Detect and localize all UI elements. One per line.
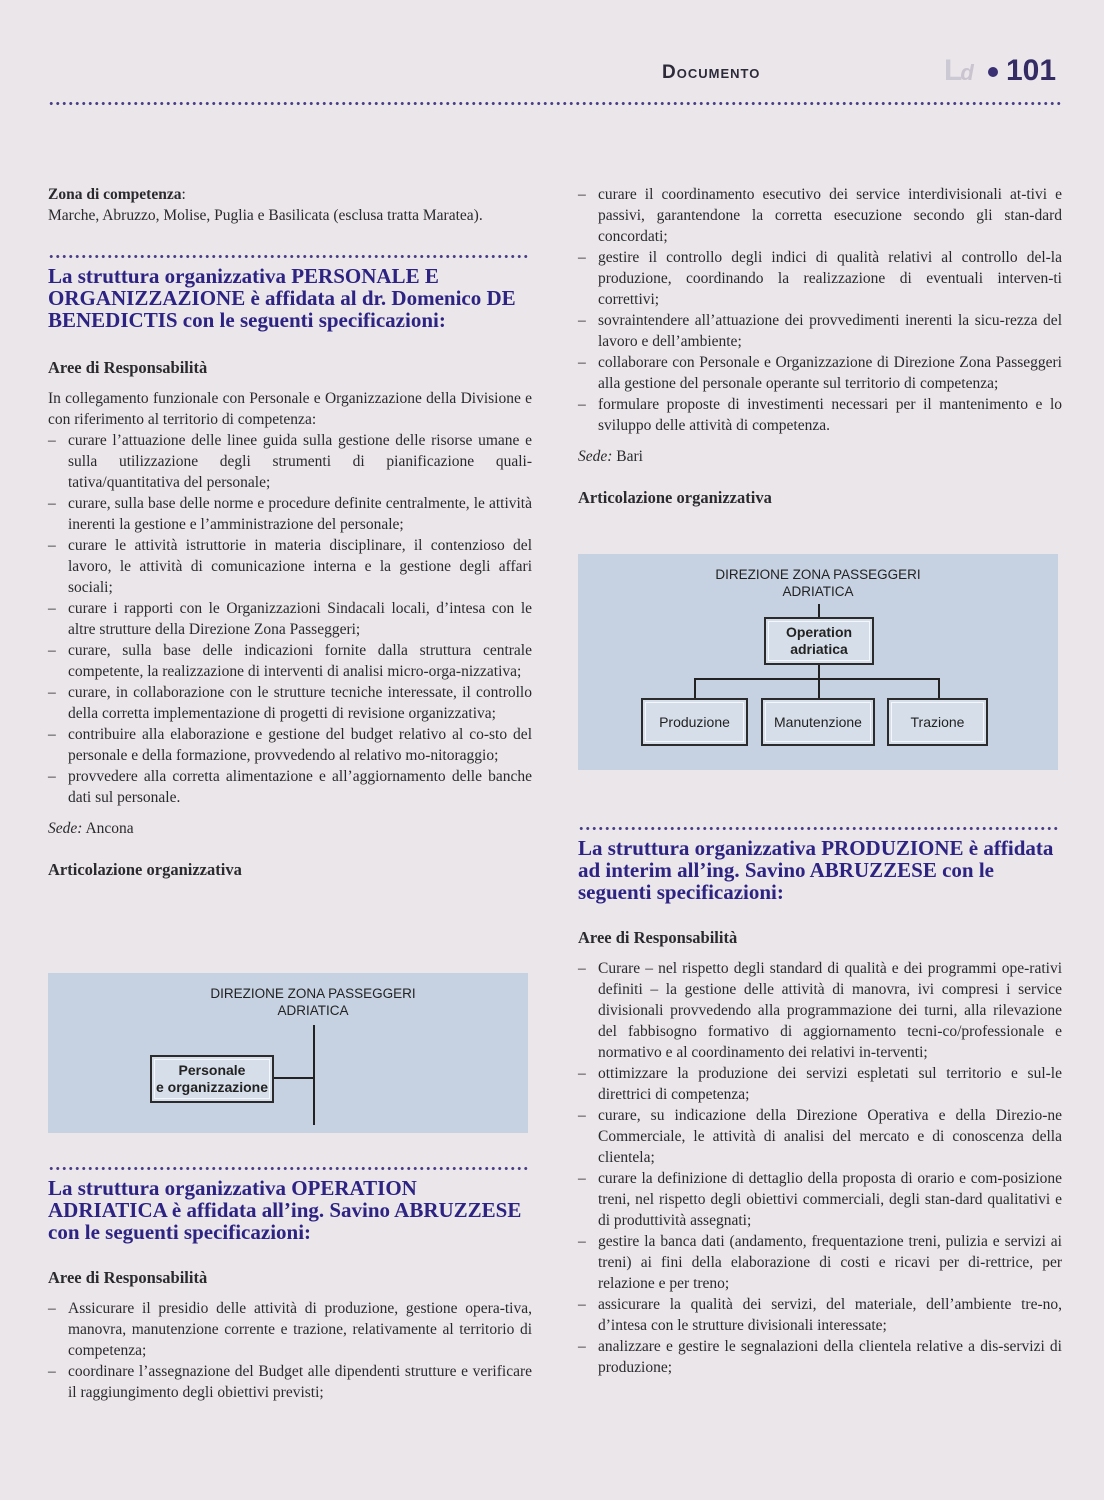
org-connector-vertical [818,678,820,698]
list-item: – sovraintendere all’attuazione dei provvedimenti inerenti la sicu-rezza del lavoro e dell’ambiente; [578,310,1062,352]
org-chart-title-line: DIREZIONE ZONA PASSEGGERI [210,986,416,1001]
zona-text: Marche, Abruzzo, Molise, Puglia e Basilicata (esclusa tratta Maratea). [48,207,483,224]
org-connector-vertical [818,604,820,618]
org-node-personale [150,1055,274,1103]
page-number: 101 [1006,54,1057,87]
sede-label: Sede: [48,820,83,837]
org-node-label: Trazione [910,713,965,730]
personale-intro: In collegamento funzionale con Personale e Organizzazione della Divisione e con riferimento al territorio di competenza: [48,390,532,428]
org-node-produzione [641,698,748,746]
list-item: – gestire la banca dati (andamento, frequentazione treni, pulizia e servizi ai treni) ai fini della elaborazione di costi e ricavi per di-rettrice, per relazione e per treno; [578,1231,1062,1294]
produzione-responsibility-list [578,958,1062,1378]
list-item: – curare, sulla base delle norme e procedure definite centralmente, le attività inerenti la gestione e l’amministrazione del personale; [48,493,532,535]
list-item: – curare la definizione di dettaglio della proposta di orario e com-posizione treni, nel rispetto degli obiettivi commerciali, degli stan-dard qualitativi e di produttività assegnati; [578,1168,1062,1231]
org-chart-title-line: ADRIATICA [782,584,854,599]
org-connector-vertical [818,665,820,679]
right-produzione-section [578,826,1062,1378]
org-connector-horizontal [272,1077,315,1079]
list-item: – gestire il controllo degli indici di qualità relativi al controllo del-la produzione, coordinando la realizzazione di eventuali interven-ti correttivi; [578,247,1062,310]
section-dotted-rule [578,826,1060,831]
operation-articolazione-title: Articolazione organizzativa [578,488,772,507]
left-column [48,184,532,880]
left-operation-section [48,1166,532,1403]
org-connector-vertical [313,1025,315,1125]
list-item: – analizzare e gestire le segnalazioni della clientela relative a dis-servizi di produzione; [578,1336,1062,1378]
list-item: – curare, in collaborazione con le strutture tecniche interessate, il controllo della corretta implementazione di progetti di revisione organizzativa; [48,682,532,724]
personale-articolazione-title: Articolazione organizzativa [48,860,242,879]
list-item: – contribuire alla elaborazione e gestione del budget relativo al co-sto del personale e della formazione, provvedendo al relativo mo-nitoraggio; [48,724,532,766]
produzione-heading: La struttura organizzativa PRODUZIONE è affidata ad interim all’ing. Savino ABRUZZESE con le seguenti specificazioni: [578,836,1054,904]
section-dotted-rule [48,1166,530,1171]
header-section-title: Documento [662,62,761,83]
list-item: – provvedere alla corretta alimentazione e all’aggiornamento delle banche dati sul personale. [48,766,532,808]
list-item: – curare le attività istruttorie in materia disciplinare, il contenzioso del lavoro, le attività di comunicazione interna e la gestione degli affari sociali; [48,535,532,598]
org-node-manutenzione [761,698,875,746]
operation-responsibility-list [48,1298,532,1403]
list-item: – curare i rapporti con le Organizzazioni Sindacali locali, d’intesa con le altre strutture della Direzione Zona Passeggeri; [48,598,532,640]
list-item: – curare, su indicazione della Direzione Operativa e della Direzio-ne Commerciale, le attività di analisi del mercato e di conoscenza della clientela; [578,1105,1062,1168]
org-chart-title-line: ADRIATICA [277,1003,349,1018]
operation-aree-title: Aree di Responsabilità [48,1268,208,1287]
list-item: – collaborare con Personale e Organizzazione di Direzione Zona Passeggeri alla gestione del personale operante sul territorio di competenza; [578,352,1062,394]
header-dotted-rule [48,101,1062,106]
operation-heading: La struttura organizzativa OPERATION ADRIATICA è affidata all’ing. Savino ABRUZZESE con le seguenti specificazioni: [48,1176,522,1244]
org-chart-title [198,985,428,1019]
org-node-label: adriatica [790,641,848,657]
produzione-aree-title: Aree di Responsabilità [578,928,738,947]
org-chart-personale [48,973,528,1133]
operation-responsibility-list-continued [578,184,1062,436]
zona-label: Zona di competenza [48,186,182,203]
logo-sub-letter: d [960,60,972,85]
org-node-label: Operation [785,624,853,640]
personale-heading: La struttura organizzativa PERSONALE E ORGANIZZAZIONE è affidata al dr. Domenico DE BENEDICTIS con le seguenti specificazioni: [48,264,516,332]
logo-letter: L [944,54,961,87]
list-item: – curare, sulla base delle indicazioni fornite dalla struttura centrale competente, la realizzazione di interventi di analisi micro-orga-nizzativa; [48,640,532,682]
header-bullet-dot [988,67,998,77]
personale-responsibility-list [48,430,532,808]
org-node-trazione [887,698,988,746]
sede-value: Bari [616,448,643,465]
org-chart-title [703,566,933,600]
org-node-label: Manutenzione [774,713,862,730]
org-chart-title-line: DIREZIONE ZONA PASSEGGERI [715,567,921,582]
org-connector-vertical [938,678,940,698]
org-connector-vertical [694,678,696,698]
zona-block: Zona di competenza: [48,186,186,203]
personale-sede [48,818,532,839]
org-node-label: Produzione [659,713,730,730]
list-item: – curare l’attuazione delle linee guida sulla gestione delle risorse umane e sulla utilizzazione degli strumenti di pianificazione quali-tativa/quantitativa del personale; [48,430,532,493]
org-connector-horizontal [694,678,940,680]
operation-sede [578,446,1062,467]
org-node-operation-adriatica [764,617,874,665]
right-column [578,184,1062,508]
list-item: – assicurare la qualità dei servizi, del materiale, dell’ambiente tre-no, d’intesa con le strutture divisionali interessate; [578,1294,1062,1336]
org-node-label: Personale [178,1062,246,1078]
org-node-label: e organizzazione [155,1079,269,1095]
org-chart-operation [578,554,1058,770]
list-item: – ottimizzare la produzione dei servizi espletati sul territorio e sul-le direttrici di competenza; [578,1063,1062,1105]
section-dotted-rule [48,254,530,259]
list-item: – Curare – nel rispetto degli standard di qualità e dei programmi ope-rativi definiti – la gestione delle attività di manovra, ivi compresi i service divisionali provvedendo alla programmazione dei turni, alla rilevazione del fabbisogno formativo di aggiornamento tecni-co/professionale e normativo e al coordinamento dei relativi in-terventi; [578,958,1062,1063]
personale-aree-title: Aree di Responsabilità [48,358,208,377]
list-item: – Assicurare il presidio delle attività di produzione, gestione opera-tiva, manovra, manutenzione corrente e trazione, relativamente al territorio di competenza; [48,1298,532,1361]
sede-value: Ancona [85,820,134,837]
magazine-logo [944,54,972,88]
list-item: – formulare proposte di investimenti necessari per il mantenimento e lo sviluppo delle attività di competenza. [578,394,1062,436]
list-item: – curare il coordinamento esecutivo dei service interdivisionali at-tivi e passivi, garantendone la corretta esecuzione secondo gli stan-dard concordati; [578,184,1062,247]
list-item: – coordinare l’assegnazione del Budget alle dipendenti strutture e verificare il raggiungimento degli obiettivi previsti; [48,1361,532,1403]
sede-label: Sede: [578,448,613,465]
